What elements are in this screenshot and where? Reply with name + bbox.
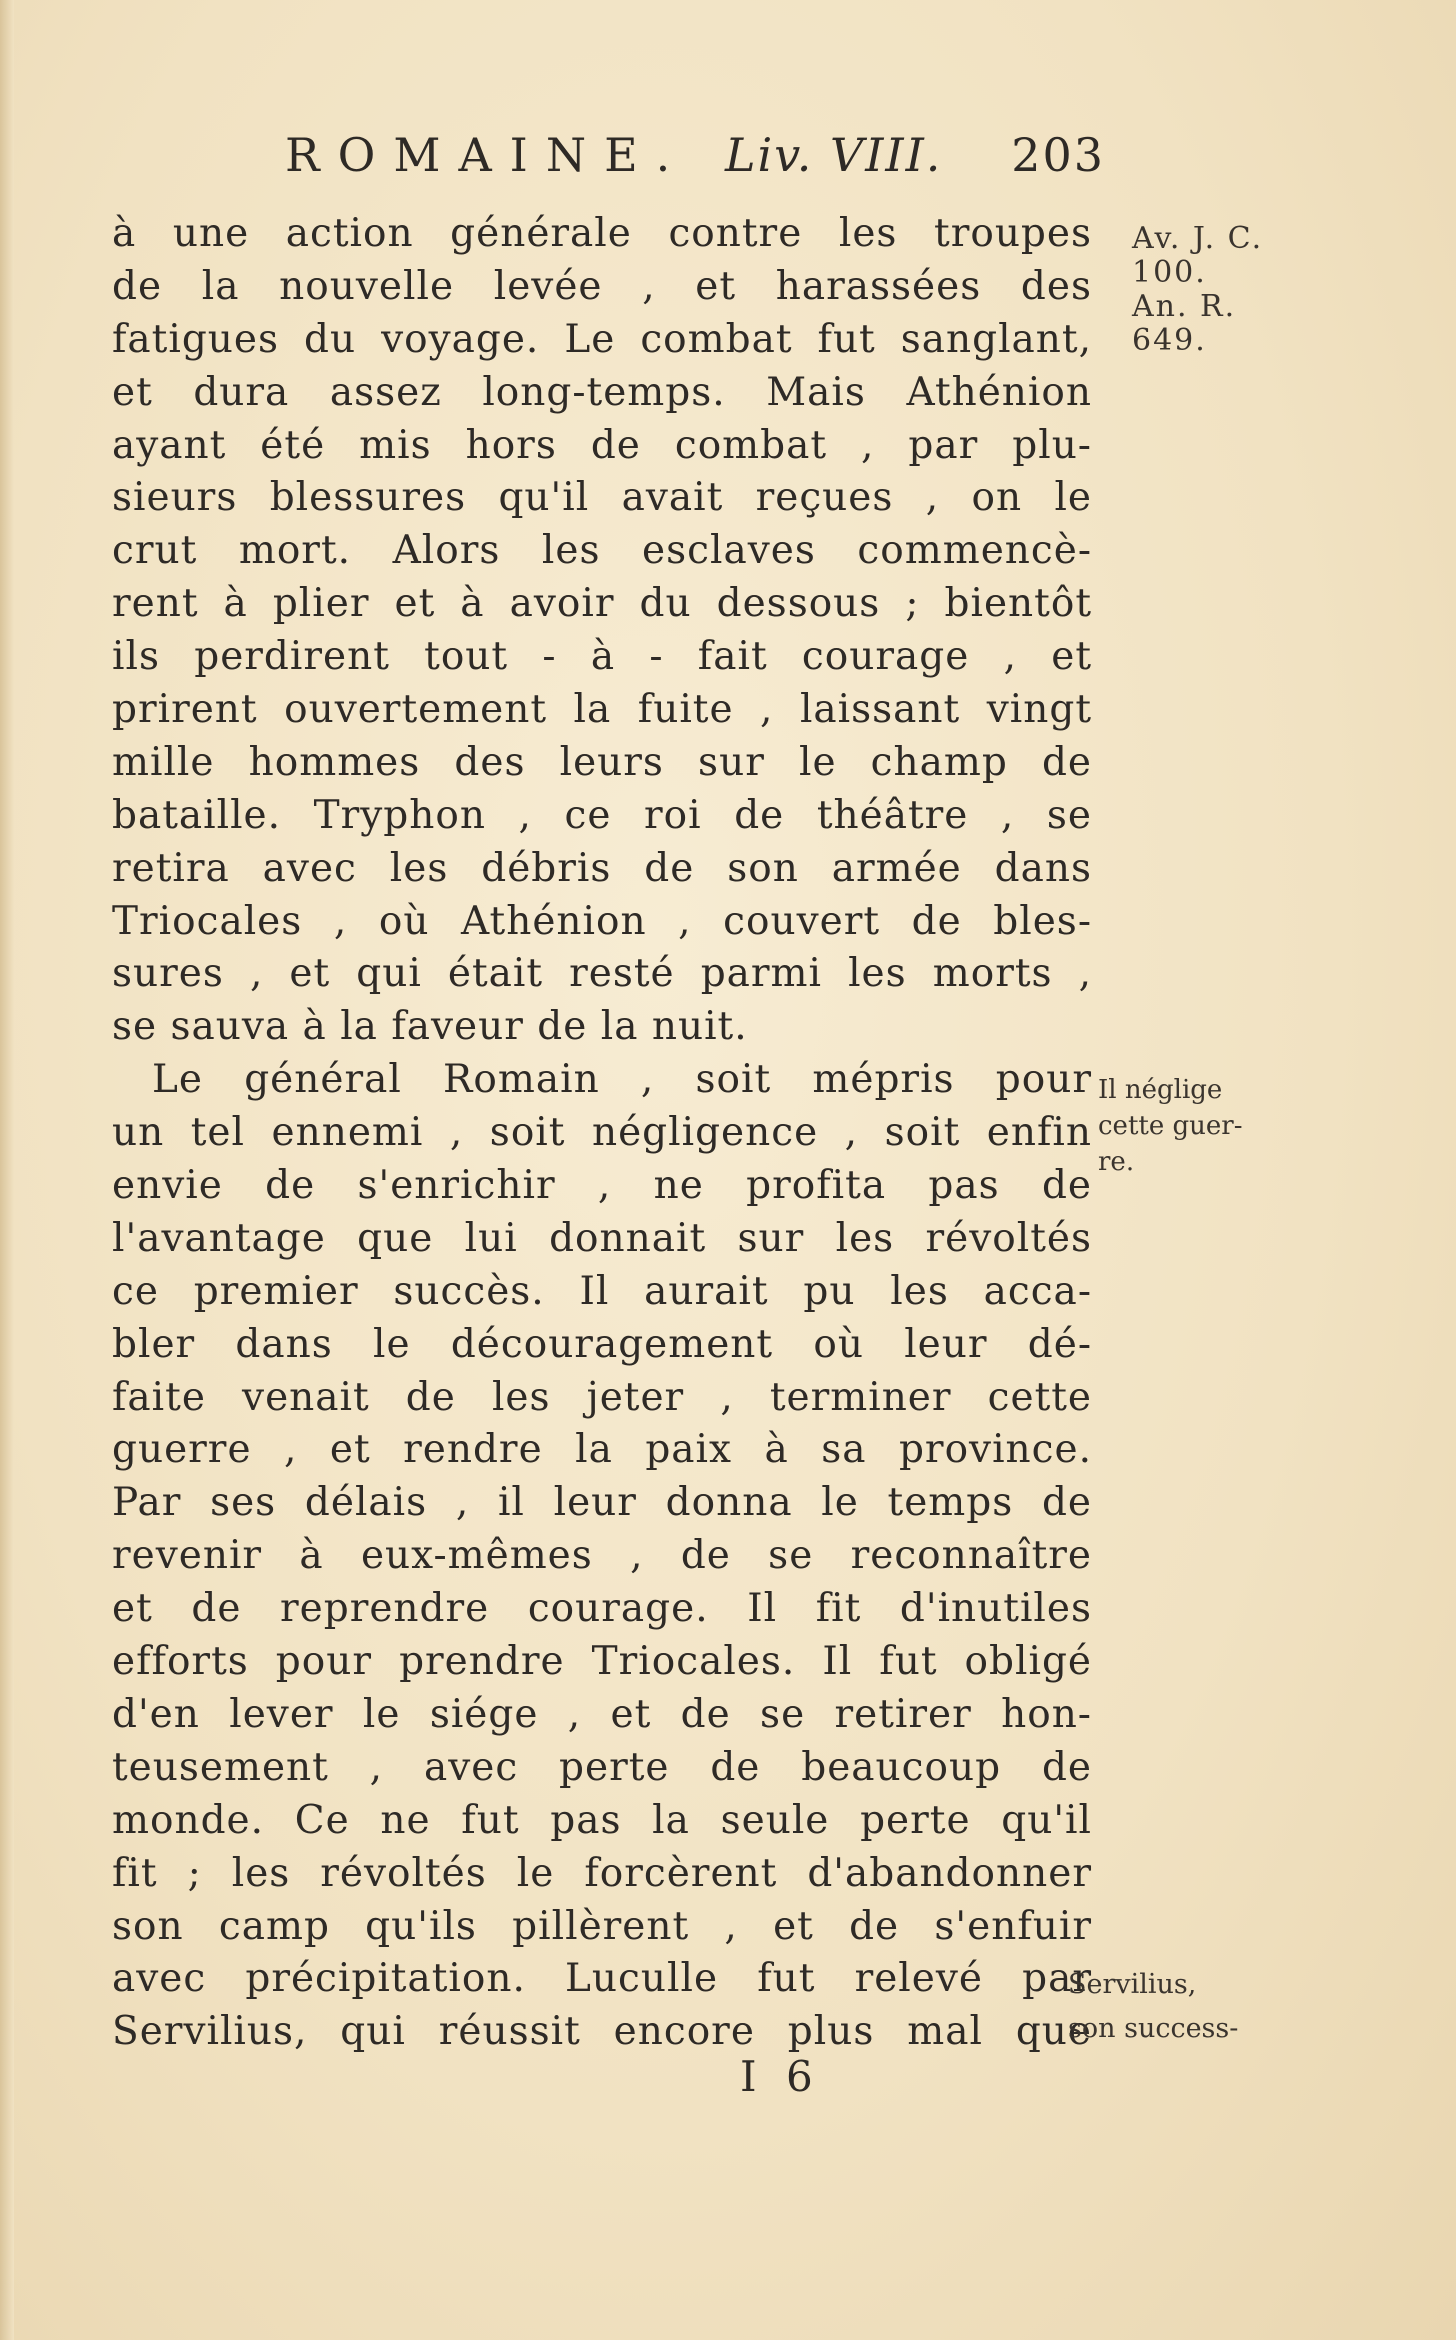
margin-note-line: cette guer- [1098,1111,1243,1141]
text-line: monde. Ce ne fut pas la seule perte qu'il [112,1797,1092,1843]
text-line: ce premier succès. Il aurait pu les acca- [112,1268,1092,1314]
text-line: de la nouvelle levée , et harassées des [112,263,1092,309]
text-line: faite venait de les jeter , terminer cette [112,1374,1092,1420]
text-line: retira avec les débris de son armée dans [112,845,1092,891]
margin-note-line: Il néglige [1098,1075,1223,1105]
margin-note-line: Av. J. C. [1132,221,1264,256]
text-line: rent à plier et à avoir du dessous ; bientôt [112,581,1092,627]
text-line: sures , et qui était resté parmi les morts , [112,951,1092,997]
text-line: bler dans le découragement où leur dé- [112,1321,1092,1367]
text-line: d'en lever le siége , et de se retirer hon- [112,1691,1092,1737]
text-line: à une action générale contre les troupes [112,211,1092,256]
text-line: et de reprendre courage. Il fit d'inutiles [112,1586,1092,1632]
text-line: et dura assez long-temps. Mais Athénion [112,369,1092,415]
text-line: crut mort. Alors les esclaves commencè- [112,528,1092,574]
text-line: mille hommes des leurs sur le champ de [112,739,1092,785]
margin-note-neglect [1098,1072,1243,1180]
text-line: prirent ouvertement la fuite , laissant vingt [112,687,1092,733]
margin-note-line: 100. [1132,255,1207,290]
text-line: fit ; les révoltés le forcèrent d'abandonner [112,1850,1092,1896]
text-line: envie de s'enrichir , ne profita pas de [112,1163,1092,1209]
text-line: avec précipitation. Luculle fut relevé par [112,1956,1092,2002]
text-line: guerre , et rendre la paix à sa province. [112,1427,1092,1473]
text-line: ils perdirent tout - à - fait courage , et [112,634,1092,680]
text-line: Par ses délais , il leur donna le temps de [112,1480,1092,1526]
margin-note-line: An. R. [1132,289,1237,324]
margin-note-line: Servilius, [1068,1969,1197,2000]
text-line: ayant été mis hors de combat , par plu- [112,422,1092,468]
margin-note-successor [1068,1963,1238,2051]
margin-note-line: son success- [1068,2013,1239,2044]
text-line: sieurs blessures qu'il avait reçues , on le [112,475,1092,521]
margin-note-line: re. [1098,1147,1135,1177]
text-line: se sauva à la faveur de la nuit. [112,1004,748,1050]
text-line: Triocales , où Athénion , couvert de bles- [112,898,1092,944]
margin-note-line: 649. [1132,323,1207,358]
text-line: l'avantage que lui donnait sur les révoltés [112,1215,1092,1261]
text-line: bataille. Tryphon , ce roi de théâtre , se [112,792,1092,838]
text-line: un tel ennemi , soit négligence , soit enfin [112,1110,1092,1156]
text-line: son camp qu'ils pillèrent , et de s'enfuir [112,1903,1092,1949]
body-text [112,208,1092,2059]
running-head-book: Liv. VIII. [725,128,943,182]
text-line: revenir à eux-mêmes , de se reconnaître [112,1533,1092,1579]
text-line: Le général Romain , soit mépris pour [152,1057,1092,1103]
signature-mark: I 6 [740,2052,821,2101]
text-line: fatigues du voyage. Le combat fut sanglant, [112,316,1092,362]
page-number: 203 [1011,128,1105,182]
text-line: teusement , avec perte de beaucoup de [112,1744,1092,1790]
text-line: efforts pour prendre Triocales. Il fut obligé [112,1639,1092,1685]
margin-note-date [1132,222,1263,358]
text-line: Servilius, qui réussit encore plus mal que [112,2009,1092,2055]
page-edge [0,0,14,2340]
running-head [285,128,1105,198]
running-head-title: ROMAINE. [285,128,689,182]
